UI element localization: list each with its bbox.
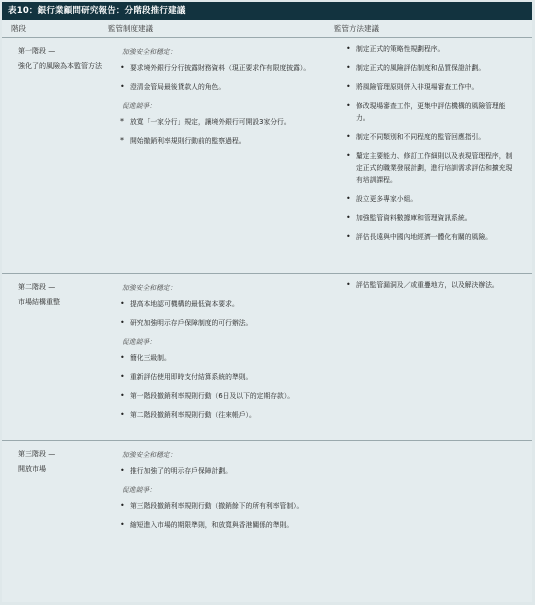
stage-description: 開放市場: [18, 465, 46, 473]
list-item: • 修改現場審查工作，更集中評估機構的風險管理能力。: [338, 100, 518, 124]
list-item: • 設立更多專家小組。: [338, 193, 518, 205]
list-item: • 將風險管理原則併入非現場審查工作中。: [338, 81, 518, 93]
subheading-safety: 加強安全和穩定：: [122, 284, 177, 292]
list-item: • 要求境外銀行分行披露財務資料（現正要求作有限度披露）。: [112, 62, 317, 74]
list-item: • 加強監管資料數據庫和管理資訊系統。: [338, 212, 518, 224]
list-item: • 研究加強明示存戶保障制度的可行辦法。: [112, 317, 317, 329]
list-item: • 制定正式的風險評估制度和品質保證計劃。: [338, 62, 518, 74]
list-item: * 放寬「一家分行」規定，讓境外銀行可開設3家分行。: [112, 116, 317, 128]
stage-label: [18, 281, 103, 308]
stage-name: 第一階段 —: [18, 47, 56, 55]
subheading-safety: 加強安全和穩定：: [122, 48, 177, 56]
subheading-competition: 促進競爭：: [122, 338, 156, 346]
stage-label: [18, 448, 103, 475]
list-item: • 推行加強了的明示存戶保障計劃。: [112, 465, 317, 477]
regulation-cell: [112, 43, 317, 154]
subheading-competition: 促進競爭：: [122, 486, 156, 494]
stage-label: [18, 45, 103, 72]
list-item: • 評估監管漏洞及／或重疊地方，以及解決辦法。: [338, 279, 518, 291]
list-item: • 簡化三級制。: [112, 352, 317, 364]
stage-row-3: [2, 441, 532, 601]
stage-description: 強化了的風險為本監管方法: [18, 62, 102, 70]
list-item: • 縮短進入市場的期限準則，和放寬與香港關係的準則。: [112, 519, 317, 531]
list-item: • 重新評估使用即時支付結算系統的準則。: [112, 371, 317, 383]
regulation-cell: [112, 279, 317, 428]
table-title: 表10：銀行業顧問研究報告：分階段推行建議: [2, 2, 532, 20]
subheading-competition: 促進競爭：: [122, 102, 156, 110]
header-stage: 階段: [11, 24, 26, 33]
list-item: • 澄清金管局最後貸款人的角色。: [112, 81, 317, 93]
header-method: 監管方法建議: [334, 24, 379, 33]
table-header-row: [2, 20, 532, 38]
method-cell: [338, 279, 518, 298]
list-item: • 第三階段撤銷利率規則行動（撤銷餘下的所有利率管制）。: [112, 500, 317, 512]
header-regulation: 監管制度建議: [108, 24, 153, 33]
subheading-safety: 加強安全和穩定：: [122, 451, 177, 459]
stage-name: 第二階段 —: [18, 283, 56, 291]
list-item: • 制定不同類別和不同程度的監管回應指引。: [338, 131, 518, 143]
list-item: • 提高本地認可機構的最低資本要求。: [112, 298, 317, 310]
list-item: * 開始撤銷利率規則行動前的監察過程。: [112, 135, 317, 147]
list-item: • 第二階段撤銷利率規則行動（往來帳戶）。: [112, 409, 317, 421]
stage-name: 第三階段 —: [18, 450, 56, 458]
list-item: • 釐定主要能力、修訂工作細則以及表現管理程序，制定正式的職業發展計劃，進行培訓需求評估和擴充現有培訓課程。: [338, 150, 518, 186]
regulation-cell: [112, 446, 317, 538]
stage-row-1: [2, 38, 532, 274]
stage-row-2: [2, 274, 532, 441]
stage-description: 市場結構重整: [18, 298, 60, 306]
method-cell: [338, 43, 518, 250]
list-item: • 制定正式的策略性規劃程序。: [338, 43, 518, 55]
list-item: • 評估長遠與中國內地經濟一體化有關的風險。: [338, 231, 518, 243]
list-item: • 第一階段撤銷利率規則行動（6日及以下的定期存款）。: [112, 390, 317, 402]
document-page: [2, 2, 532, 602]
